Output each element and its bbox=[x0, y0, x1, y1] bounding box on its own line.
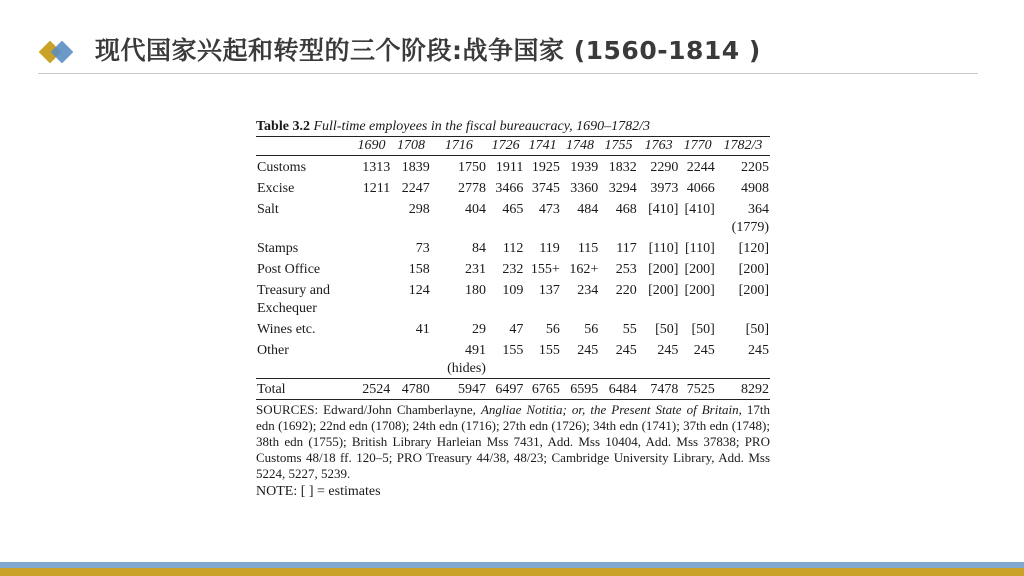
table-body bbox=[256, 156, 770, 400]
table-cell: 155+ bbox=[530, 262, 560, 277]
header-blank-cell bbox=[256, 137, 352, 156]
table-cell: 253 bbox=[615, 262, 637, 277]
table-cell: 155 bbox=[502, 343, 524, 358]
sources-title: Angliae Notitia; or, the Present State of Britain, bbox=[480, 402, 742, 417]
table-cell: 41 bbox=[415, 322, 430, 337]
table-cell: 7478 bbox=[638, 379, 680, 400]
table-cell: 3466 bbox=[495, 181, 524, 196]
table-cell: 245 bbox=[577, 343, 599, 358]
table-cell: 232 bbox=[502, 262, 524, 277]
cell-line: (1779) bbox=[731, 220, 769, 235]
table-cell: 245 bbox=[693, 343, 715, 358]
table-cell: 2524 bbox=[352, 379, 392, 400]
table-cell: [120] bbox=[738, 241, 769, 256]
table-cell bbox=[352, 318, 392, 339]
table-cell: 234 bbox=[577, 283, 599, 298]
table-cell: 3973 bbox=[650, 181, 679, 196]
year-header-1708: 1708 bbox=[391, 137, 431, 156]
year-header-1755: 1755 bbox=[599, 137, 637, 156]
table-row bbox=[256, 279, 770, 318]
table-cell: 6484 bbox=[599, 379, 637, 400]
table-cell: 1211 bbox=[362, 181, 391, 196]
table-cell: 115 bbox=[577, 241, 599, 256]
table-cell: 117 bbox=[616, 241, 637, 256]
year-header-1716: 1716 bbox=[431, 137, 487, 156]
row-label: Salt bbox=[257, 202, 279, 217]
table-cell: [110] bbox=[684, 241, 715, 256]
table-cell: 155 bbox=[538, 343, 560, 358]
table-cell: 3294 bbox=[608, 181, 637, 196]
table-cell: 1939 bbox=[570, 160, 599, 175]
table-cell: [50] bbox=[655, 322, 679, 337]
table-row bbox=[256, 318, 770, 339]
table-cell: 3360 bbox=[570, 181, 599, 196]
table-cell bbox=[352, 279, 392, 318]
table-cell: 468 bbox=[615, 202, 637, 217]
table-cell: 6497 bbox=[487, 379, 524, 400]
table-cell bbox=[352, 198, 392, 237]
table-cell: 220 bbox=[615, 283, 637, 298]
table-cell: [50] bbox=[691, 322, 715, 337]
table-caption bbox=[256, 118, 770, 136]
table-row bbox=[256, 156, 770, 178]
year-header-1726: 1726 bbox=[487, 137, 524, 156]
table-cell: [200] bbox=[684, 283, 715, 298]
table-cell: 465 bbox=[502, 202, 524, 217]
table-cell: 4908 bbox=[741, 181, 769, 196]
footer-bar-gold bbox=[0, 568, 1024, 576]
sources-prefix: SOURCES: Edward/John Chamberlayne, bbox=[256, 402, 481, 417]
table-cell: 404 bbox=[464, 202, 486, 217]
table-cell bbox=[352, 258, 392, 279]
estimates-note: NOTE: [ ] = estimates bbox=[256, 484, 381, 499]
table-cell: 1839 bbox=[401, 160, 430, 175]
table-cell: 2290 bbox=[650, 160, 679, 175]
cell-line: 491 bbox=[464, 343, 486, 358]
table-cell: [110] bbox=[648, 241, 679, 256]
year-header-1741: 1741 bbox=[524, 137, 560, 156]
table-cell bbox=[391, 339, 431, 379]
table-cell: 84 bbox=[471, 241, 486, 256]
table-cell: 4066 bbox=[686, 181, 715, 196]
table-cell: 109 bbox=[502, 283, 524, 298]
table-cell: 2778 bbox=[457, 181, 486, 196]
year-header-row bbox=[256, 137, 770, 156]
table-cell: 2244 bbox=[686, 160, 715, 175]
table-cell: 162+ bbox=[569, 262, 599, 277]
table-cell: 158 bbox=[408, 262, 430, 277]
table-cell: 4780 bbox=[391, 379, 431, 400]
table-cell: 119 bbox=[539, 241, 560, 256]
fiscal-employees-table bbox=[256, 136, 770, 400]
table-cell: [50] bbox=[745, 322, 769, 337]
table-cell: [200] bbox=[648, 283, 679, 298]
table-cell: 180 bbox=[464, 283, 486, 298]
total-row bbox=[256, 379, 770, 400]
table-cell: 1832 bbox=[608, 160, 637, 175]
cell-line: 364 bbox=[748, 202, 769, 217]
table-cell bbox=[431, 339, 487, 379]
table-cell bbox=[716, 198, 770, 237]
title-divider bbox=[38, 73, 978, 74]
table-cell: [200] bbox=[648, 262, 679, 277]
table-cell: 245 bbox=[615, 343, 637, 358]
table-cell: 56 bbox=[584, 322, 599, 337]
table-cell: 6595 bbox=[561, 379, 599, 400]
table-cell: [200] bbox=[684, 262, 715, 277]
table-cell: [410] bbox=[648, 202, 679, 217]
table-cell: 137 bbox=[538, 283, 560, 298]
sources-note bbox=[256, 402, 770, 482]
row-label: Excise bbox=[257, 181, 295, 196]
sources-rest: 17th edn (1692); 22nd edn (1708); 24th edn (1716); 27th edn (1726); 34th edn (1741); 37th edn (1748); 38th edn (1755); British Library Harleian Mss 7431, Add. Mss 10404, Add. Mss 37838; PRO Customs 48/18 ff. 120–5; PRO Treasury 44/38, 48/23; Cambridge University Library, Add. Mss 5224, 5227, 5239. bbox=[256, 402, 770, 481]
table-row bbox=[256, 339, 770, 379]
table-cell: [200] bbox=[738, 262, 769, 277]
table-cell: 1911 bbox=[495, 160, 524, 175]
table-row bbox=[256, 258, 770, 279]
document-figure bbox=[256, 118, 770, 501]
table-row bbox=[256, 198, 770, 237]
table-cell: 1313 bbox=[362, 160, 391, 175]
table-cell: 298 bbox=[408, 202, 430, 217]
table-cell: 124 bbox=[408, 283, 430, 298]
table-cell: 2247 bbox=[401, 181, 430, 196]
caption-text: Full-time employees in the fiscal bureaucracy, 1690–1782/3 bbox=[313, 119, 651, 134]
table-cell: 245 bbox=[657, 343, 679, 358]
caption-label: Table 3.2 bbox=[256, 119, 310, 134]
table-cell: 231 bbox=[464, 262, 486, 277]
table-cell: 6765 bbox=[524, 379, 560, 400]
row-label: Stamps bbox=[257, 241, 299, 256]
year-header-1782-3: 1782/3 bbox=[716, 137, 770, 156]
table-cell: 8292 bbox=[716, 379, 770, 400]
row-label: Wines etc. bbox=[257, 322, 316, 337]
slide-title: 现代国家兴起和转型的三个阶段:战争国家 (1560-1814 ) bbox=[95, 36, 761, 65]
table-cell bbox=[352, 339, 392, 379]
row-label: Other bbox=[257, 343, 289, 358]
row-label: Post Office bbox=[257, 262, 321, 277]
table-cell: 245 bbox=[748, 343, 769, 358]
table-cell: 47 bbox=[509, 322, 524, 337]
year-header-1748: 1748 bbox=[561, 137, 599, 156]
table-row bbox=[256, 237, 770, 258]
table-cell: 7525 bbox=[679, 379, 715, 400]
table-cell: 56 bbox=[545, 322, 560, 337]
table-cell: 112 bbox=[502, 241, 524, 256]
diamond-logo-icon bbox=[38, 40, 76, 64]
year-header-1690: 1690 bbox=[352, 137, 392, 156]
row-label: Treasury and Exchequer bbox=[257, 283, 330, 316]
year-header-1770: 1770 bbox=[679, 137, 715, 156]
table-row bbox=[256, 177, 770, 198]
table-cell: 2205 bbox=[741, 160, 769, 175]
table-cell: 3745 bbox=[531, 181, 560, 196]
row-label: Customs bbox=[257, 160, 307, 175]
table-cell: 1925 bbox=[531, 160, 560, 175]
table-cell: [410] bbox=[684, 202, 715, 217]
cell-line: (hides) bbox=[447, 361, 486, 376]
table-cell: [200] bbox=[738, 283, 769, 298]
table-cell bbox=[352, 237, 392, 258]
table-cell: 1750 bbox=[457, 160, 486, 175]
table-cell: 5947 bbox=[431, 379, 487, 400]
year-header-1763: 1763 bbox=[638, 137, 680, 156]
row-label: Total bbox=[256, 379, 352, 400]
table-cell: 484 bbox=[577, 202, 599, 217]
table-cell: 73 bbox=[415, 241, 430, 256]
table-cell: 29 bbox=[471, 322, 486, 337]
table-cell: 55 bbox=[622, 322, 637, 337]
table-cell: 473 bbox=[538, 202, 560, 217]
